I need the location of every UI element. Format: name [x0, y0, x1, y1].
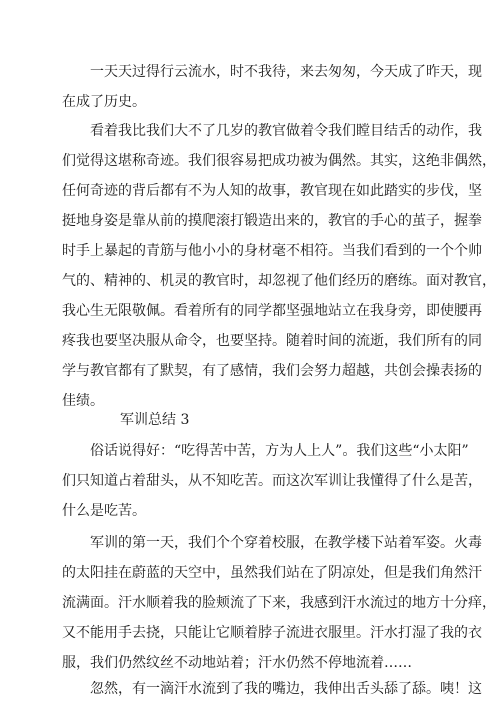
paragraph-line: 时手上暴起的青筋与他小小的身材毫不相符。当我们看到的一个个帅: [62, 243, 482, 259]
paragraph-line: 佳绩。: [62, 393, 104, 409]
paragraph-line: 的太阳挂在蔚蓝的天空中，虽然我们站在了阴凉处，但是我们角然汗: [62, 565, 482, 581]
section-heading: 军训总结 3: [120, 412, 190, 428]
paragraph-line: 又不能用手去挠，只能让它顺着脖子流进衣服里。汗水打湿了我的衣: [62, 625, 482, 641]
paragraph-3: [62, 436, 482, 526]
paragraph-line: 在成了历史。: [62, 94, 146, 110]
paragraph-line: 一天天过得行云流水，时不我待，来去匆匆，今天成了昨天，现: [62, 64, 482, 80]
paragraph-5: [62, 674, 482, 704]
paragraph-line: 们觉得这堪称奇迹。我们很容易把成功被为偶然。其实，这绝非偶然，: [62, 153, 496, 169]
paragraph-line: 气的、精神的、机灵的教官时，却忽视了他们经历的磨练。面对教官，: [62, 273, 496, 289]
paragraph-line: 看着我比我们大不了几岁的教官做着令我们瞠目结舌的动作，我: [62, 123, 482, 139]
paragraph-line: 俗话说得好：“吃得苦中苦，方为人上人”。我们这些“小太阳”: [62, 443, 469, 459]
paragraph-2: [62, 116, 496, 416]
paragraph-line: 服，我们仍然纹丝不动地站着；汗水仍然不停地流着……: [62, 655, 412, 671]
paragraph-line: 流满面。汗水顺着我的脸颊流了下来，我感到汗水流过的地方十分痒，: [62, 595, 496, 611]
paragraph-line: 忽然，有一滴汗水流到了我的嘴边，我伸出舌头舔了舔。咦！这: [62, 681, 482, 697]
paragraph-1: [62, 57, 482, 117]
paragraph-line: 任何奇迹的背后都有不为人知的故事，教官现在如此踏实的步伐，坚: [62, 183, 482, 199]
paragraph-line: 疼我也要坚决服从命令，也要坚持。随着时间的流逝，我们所有的同: [62, 333, 482, 349]
paragraph-line: 挺地身姿是靠从前的摸爬滚打锻造出来的，教官的手心的茧子，握拳: [62, 213, 482, 229]
paragraph-line: 学与教官都有了默契，有了感情，我们会努力超越，共创会操表扬的: [62, 363, 482, 379]
paragraph-line: 我心生无限敬佩。看着所有的同学都坚强地站立在我身旁，即使腰再: [62, 303, 482, 319]
paragraph-4: [62, 528, 496, 678]
paragraph-line: 们只知道占着甜头，从不知吃苦。而这次军训让我懂得了什么是苦，: [62, 473, 482, 489]
paragraph-line: 什么是吃苦。: [62, 503, 146, 519]
paragraph-line: 军训的第一天，我们个个穿着校服，在教学楼下站着军姿。火毒: [62, 535, 482, 551]
